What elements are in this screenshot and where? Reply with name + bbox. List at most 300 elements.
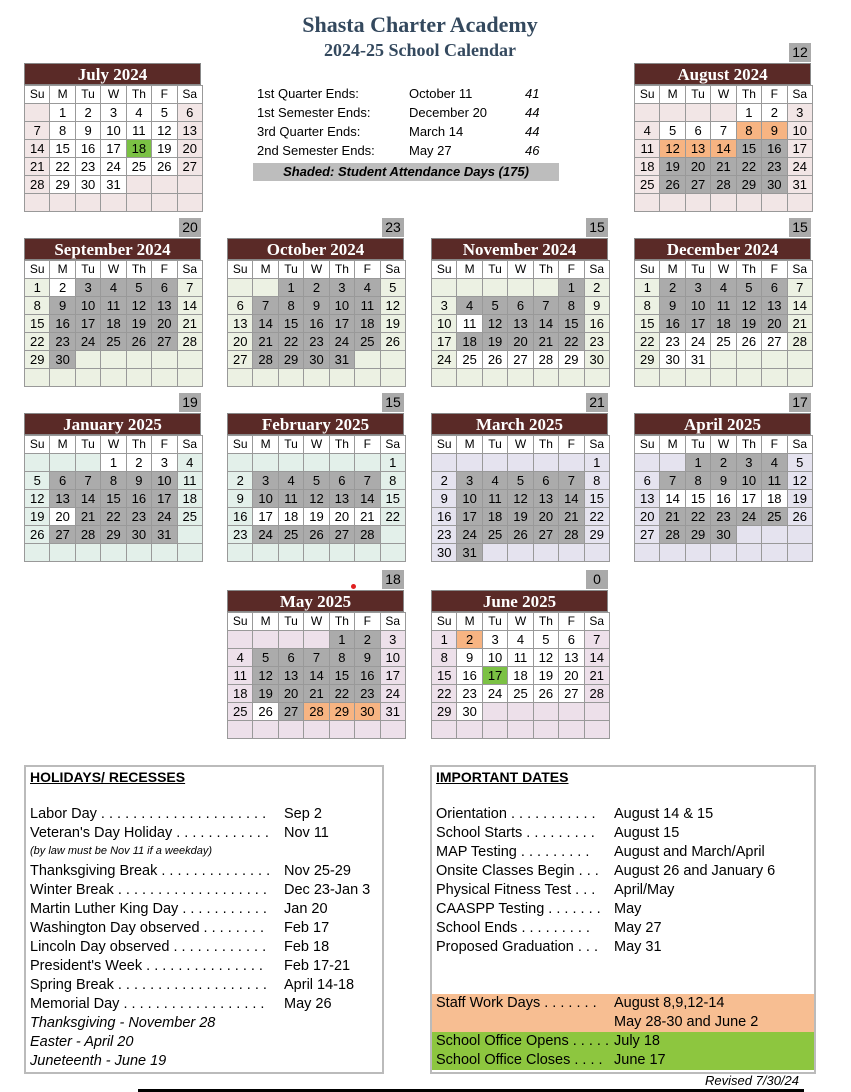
day-cell [762, 544, 787, 562]
day-cell: 15 [329, 667, 354, 685]
day-cell: 4 [228, 649, 253, 667]
day-cell: 31 [457, 544, 482, 562]
day-cell [304, 721, 329, 739]
month-calendar [227, 219, 404, 387]
day-cell: 12 [25, 490, 50, 508]
day-cell: 17 [380, 667, 405, 685]
date-value: August and March/April [614, 844, 765, 860]
day-cell: 28 [559, 526, 584, 544]
day-cell: 14 [533, 315, 558, 333]
day-cell: 3 [787, 104, 812, 122]
day-cell [762, 369, 787, 387]
day-cell: 9 [762, 122, 787, 140]
month-day-count: 15 [586, 218, 608, 237]
holiday-label: Washington Day observed . . . . . . . . [30, 920, 264, 936]
day-cell: 9 [432, 490, 457, 508]
holiday-date: Feb 17-21 [284, 958, 351, 974]
weekday-header: M [253, 436, 278, 454]
day-cell: 5 [253, 649, 278, 667]
day-cell: 11 [508, 649, 533, 667]
day-cell [533, 369, 558, 387]
day-cell [533, 703, 558, 721]
day-cell: 18 [101, 315, 126, 333]
day-cell: 26 [660, 176, 685, 194]
day-cell: 7 [533, 297, 558, 315]
day-cell: 28 [711, 176, 736, 194]
day-cell: 8 [380, 472, 405, 490]
day-cell [25, 544, 50, 562]
day-cell [457, 454, 482, 472]
weekday-header: M [457, 613, 482, 631]
day-cell: 24 [253, 526, 278, 544]
day-cell [482, 721, 507, 739]
day-cell: 12 [787, 472, 812, 490]
month-grid [431, 435, 610, 562]
day-cell: 28 [253, 351, 278, 369]
day-cell [75, 194, 100, 212]
day-cell: 22 [101, 508, 126, 526]
month-calendar [634, 219, 811, 387]
month-calendar [227, 394, 404, 562]
day-cell: 1 [329, 631, 354, 649]
staff-dates: May 28-30 and June 2 [614, 1014, 759, 1030]
day-cell: 26 [152, 158, 177, 176]
day-cell: 11 [711, 297, 736, 315]
weekday-header: Sa [177, 86, 202, 104]
day-cell: 17 [432, 333, 457, 351]
day-cell [685, 104, 710, 122]
month-day-count: 18 [382, 570, 404, 589]
day-cell: 11 [101, 297, 126, 315]
day-cell [329, 721, 354, 739]
month-calendar [431, 219, 608, 387]
day-cell: 21 [25, 158, 50, 176]
weekday-header: Su [25, 261, 50, 279]
day-cell: 9 [126, 472, 151, 490]
day-cell: 21 [787, 315, 812, 333]
day-cell: 24 [457, 526, 482, 544]
day-cell: 11 [126, 122, 151, 140]
day-cell: 4 [126, 104, 151, 122]
day-cell: 19 [660, 158, 685, 176]
weekday-header: W [711, 86, 736, 104]
holiday-row [26, 995, 382, 1014]
date-label: School Starts . . . . . . . . . [436, 825, 595, 841]
month-day-count: 17 [789, 393, 811, 412]
day-cell: 6 [533, 472, 558, 490]
day-cell [25, 369, 50, 387]
month-day-count: 21 [586, 393, 608, 412]
day-cell: 3 [253, 472, 278, 490]
date-value: May 31 [614, 939, 662, 955]
day-cell: 8 [432, 649, 457, 667]
day-cell: 16 [432, 508, 457, 526]
day-cell: 15 [584, 490, 609, 508]
day-cell: 1 [278, 279, 303, 297]
weekday-header: W [711, 436, 736, 454]
opens-label: School Office Opens . . . . . [436, 1033, 610, 1049]
day-cell: 6 [177, 104, 202, 122]
day-cell: 10 [380, 649, 405, 667]
day-cell: 21 [75, 508, 100, 526]
day-cell: 7 [584, 631, 609, 649]
day-cell: 17 [482, 667, 507, 685]
day-cell: 2 [584, 279, 609, 297]
month-day-count: 19 [179, 393, 201, 412]
day-cell: 15 [635, 315, 660, 333]
day-cell: 29 [278, 351, 303, 369]
day-cell: 20 [685, 158, 710, 176]
date-row [432, 862, 814, 881]
day-cell: 1 [559, 279, 584, 297]
month-calendar [431, 571, 608, 739]
day-cell [432, 721, 457, 739]
weekday-header: Th [736, 261, 761, 279]
day-cell: 21 [660, 508, 685, 526]
weekday-header: F [559, 436, 584, 454]
day-cell: 15 [736, 140, 761, 158]
day-cell: 9 [50, 297, 75, 315]
month-calendar [227, 571, 404, 739]
day-cell: 22 [584, 508, 609, 526]
day-cell: 31 [152, 526, 177, 544]
day-cell: 25 [457, 351, 482, 369]
day-cell: 8 [685, 472, 710, 490]
day-cell: 29 [25, 351, 50, 369]
opens-date: July 18 [614, 1033, 660, 1049]
weekday-header: F [152, 261, 177, 279]
day-cell: 4 [177, 454, 202, 472]
day-cell: 27 [762, 333, 787, 351]
day-cell: 13 [685, 140, 710, 158]
day-cell: 26 [787, 508, 812, 526]
day-cell [380, 369, 405, 387]
day-cell [482, 369, 507, 387]
day-cell [457, 279, 482, 297]
day-cell: 6 [329, 472, 354, 490]
day-cell: 23 [355, 685, 380, 703]
day-cell: 6 [762, 279, 787, 297]
day-cell: 17 [329, 315, 354, 333]
info-date: May 27 [409, 143, 452, 158]
holidays-box [24, 765, 384, 1074]
day-cell: 20 [50, 508, 75, 526]
day-cell: 14 [787, 297, 812, 315]
day-cell: 23 [126, 508, 151, 526]
day-cell: 13 [152, 297, 177, 315]
day-cell: 9 [584, 297, 609, 315]
day-cell: 7 [304, 649, 329, 667]
day-cell [50, 544, 75, 562]
day-cell [736, 526, 761, 544]
day-cell [711, 104, 736, 122]
day-cell: 15 [50, 140, 75, 158]
staff-work-days [432, 994, 814, 1032]
day-cell: 19 [787, 490, 812, 508]
day-cell: 19 [508, 508, 533, 526]
weekday-header: Su [432, 436, 457, 454]
day-cell [329, 454, 354, 472]
holiday-date: Feb 17 [284, 920, 330, 936]
day-cell [228, 631, 253, 649]
day-cell [508, 369, 533, 387]
day-cell: 16 [355, 667, 380, 685]
day-cell [228, 454, 253, 472]
holiday-label: Memorial Day . . . . . . . . . . . . . . . . . . [30, 996, 265, 1012]
day-cell: 20 [329, 508, 354, 526]
day-cell: 30 [711, 526, 736, 544]
month-grid [24, 85, 203, 212]
day-cell: 7 [253, 297, 278, 315]
day-cell: 2 [228, 472, 253, 490]
day-cell: 19 [126, 315, 151, 333]
day-cell: 12 [380, 297, 405, 315]
observance-row [26, 1014, 382, 1033]
day-cell [559, 544, 584, 562]
date-label: CAASPP Testing . . . . . . . [436, 901, 601, 917]
weekday-header: Su [228, 613, 253, 631]
day-cell [736, 194, 761, 212]
day-cell: 29 [559, 351, 584, 369]
weekday-header: F [355, 613, 380, 631]
day-cell: 12 [152, 122, 177, 140]
weekday-header: F [559, 613, 584, 631]
day-cell: 18 [762, 490, 787, 508]
day-cell: 8 [736, 122, 761, 140]
holiday-label: Labor Day . . . . . . . . . . . . . . . . . . . . . [30, 806, 267, 822]
weekday-header: Su [25, 86, 50, 104]
important-dates-box [430, 765, 816, 1074]
day-cell: 1 [50, 104, 75, 122]
day-cell: 11 [228, 667, 253, 685]
weekday-header: Tu [75, 86, 100, 104]
day-cell: 14 [253, 315, 278, 333]
day-cell: 4 [711, 279, 736, 297]
month-title: May 2025 [227, 590, 404, 612]
day-cell: 5 [126, 279, 151, 297]
day-cell: 13 [559, 649, 584, 667]
day-cell: 10 [432, 315, 457, 333]
month-grid [634, 435, 813, 562]
weekday-header: Tu [278, 613, 303, 631]
day-cell: 4 [635, 122, 660, 140]
day-cell [75, 544, 100, 562]
day-cell: 3 [736, 454, 761, 472]
day-cell: 5 [508, 472, 533, 490]
month-grid [227, 435, 406, 562]
day-cell [278, 369, 303, 387]
day-cell [278, 454, 303, 472]
month-title: September 2024 [24, 238, 201, 260]
closes-label: School Office Closes . . . . [436, 1052, 603, 1068]
day-cell: 29 [329, 703, 354, 721]
day-cell: 25 [126, 158, 151, 176]
month-grid [634, 260, 813, 387]
weekday-header: M [660, 436, 685, 454]
date-label: Orientation . . . . . . . . . . . [436, 806, 596, 822]
month-title: April 2025 [634, 413, 811, 435]
day-cell: 5 [304, 472, 329, 490]
day-cell: 30 [50, 351, 75, 369]
day-cell [152, 544, 177, 562]
day-cell: 13 [508, 315, 533, 333]
day-cell: 27 [152, 333, 177, 351]
day-cell: 16 [711, 490, 736, 508]
day-cell: 11 [762, 472, 787, 490]
date-value: April/May [614, 882, 675, 898]
day-cell: 21 [584, 667, 609, 685]
staff-dates: August 8,9,12-14 [614, 995, 725, 1011]
weekday-header: W [508, 613, 533, 631]
day-cell: 22 [380, 508, 405, 526]
weekday-header: F [559, 261, 584, 279]
day-cell [660, 544, 685, 562]
weekday-header: W [508, 436, 533, 454]
weekday-header: M [253, 261, 278, 279]
day-cell: 29 [736, 176, 761, 194]
observance-row [26, 1052, 382, 1071]
day-cell: 13 [329, 490, 354, 508]
day-cell: 9 [75, 122, 100, 140]
holiday-label: Martin Luther King Day . . . . . . . . . . . [30, 901, 267, 917]
day-cell: 4 [278, 472, 303, 490]
day-cell: 27 [329, 526, 354, 544]
day-cell: 20 [559, 667, 584, 685]
day-cell [25, 194, 50, 212]
day-cell: 28 [304, 703, 329, 721]
day-cell: 13 [762, 297, 787, 315]
weekday-header: Tu [75, 436, 100, 454]
day-cell: 27 [559, 685, 584, 703]
weekday-header: F [762, 436, 787, 454]
day-cell [508, 544, 533, 562]
holiday-label: President's Week . . . . . . . . . . . . . . . [30, 958, 263, 974]
day-cell [584, 544, 609, 562]
month-title: July 2024 [24, 63, 201, 85]
day-cell [635, 104, 660, 122]
weekday-header: Su [25, 436, 50, 454]
month-day-count: 20 [179, 218, 201, 237]
day-cell: 9 [228, 490, 253, 508]
day-cell [329, 544, 354, 562]
day-cell: 23 [75, 158, 100, 176]
month-grid [431, 612, 610, 739]
day-cell: 18 [177, 490, 202, 508]
holiday-label: Lincoln Day observed . . . . . . . . . . . . [30, 939, 267, 955]
weekday-header: Sa [380, 261, 405, 279]
day-cell: 18 [635, 158, 660, 176]
day-cell: 11 [635, 140, 660, 158]
revised-date: Revised 7/30/24 [705, 1073, 799, 1088]
day-cell [228, 369, 253, 387]
day-cell: 23 [762, 158, 787, 176]
day-cell: 14 [584, 649, 609, 667]
day-cell: 25 [355, 333, 380, 351]
day-cell: 8 [278, 297, 303, 315]
day-cell [508, 703, 533, 721]
day-cell: 25 [278, 526, 303, 544]
day-cell: 24 [685, 333, 710, 351]
day-cell: 15 [25, 315, 50, 333]
day-cell: 3 [75, 279, 100, 297]
day-cell [660, 194, 685, 212]
weekday-header: W [304, 436, 329, 454]
day-cell: 2 [75, 104, 100, 122]
day-cell [482, 544, 507, 562]
date-row [432, 938, 814, 957]
weekday-header: W [101, 261, 126, 279]
day-cell: 12 [482, 315, 507, 333]
day-cell [711, 351, 736, 369]
day-cell: 26 [508, 526, 533, 544]
weekday-header: Sa [584, 436, 609, 454]
day-cell: 20 [762, 315, 787, 333]
day-cell [508, 454, 533, 472]
day-cell [75, 369, 100, 387]
day-cell: 13 [533, 490, 558, 508]
day-cell: 14 [711, 140, 736, 158]
month-title: February 2025 [227, 413, 404, 435]
day-cell: 19 [482, 333, 507, 351]
day-cell [787, 351, 812, 369]
day-cell: 16 [75, 140, 100, 158]
red-dot-marker [351, 584, 356, 589]
observance-row [26, 1033, 382, 1052]
day-cell [126, 176, 151, 194]
date-row [432, 919, 814, 938]
day-cell [762, 526, 787, 544]
day-cell: 13 [50, 490, 75, 508]
day-cell: 15 [432, 667, 457, 685]
day-cell: 18 [482, 508, 507, 526]
day-cell: 17 [253, 508, 278, 526]
day-cell: 7 [25, 122, 50, 140]
weekday-header: M [457, 436, 482, 454]
day-cell: 22 [25, 333, 50, 351]
day-cell: 21 [533, 333, 558, 351]
day-cell: 31 [380, 703, 405, 721]
weekday-header: M [660, 261, 685, 279]
day-cell: 3 [685, 279, 710, 297]
day-cell [736, 369, 761, 387]
day-cell: 7 [711, 122, 736, 140]
day-cell [126, 351, 151, 369]
day-cell [304, 544, 329, 562]
day-cell [787, 369, 812, 387]
weekday-header: Sa [787, 261, 812, 279]
day-cell: 22 [329, 685, 354, 703]
weekday-header: M [660, 86, 685, 104]
info-label: 1st Semester Ends: [257, 105, 371, 120]
weekday-header: Tu [75, 261, 100, 279]
day-cell: 16 [457, 667, 482, 685]
day-cell: 28 [25, 176, 50, 194]
day-cell [152, 369, 177, 387]
date-label: Onsite Classes Begin . . . [436, 863, 599, 879]
day-cell: 8 [584, 472, 609, 490]
weekday-header: F [152, 436, 177, 454]
day-cell [152, 176, 177, 194]
day-cell: 16 [584, 315, 609, 333]
day-cell [228, 279, 253, 297]
day-cell [101, 194, 126, 212]
day-cell: 3 [152, 454, 177, 472]
weekday-header: W [711, 261, 736, 279]
day-cell [126, 369, 151, 387]
day-cell: 9 [304, 297, 329, 315]
day-cell [635, 544, 660, 562]
holiday-date: May 26 [284, 996, 332, 1012]
